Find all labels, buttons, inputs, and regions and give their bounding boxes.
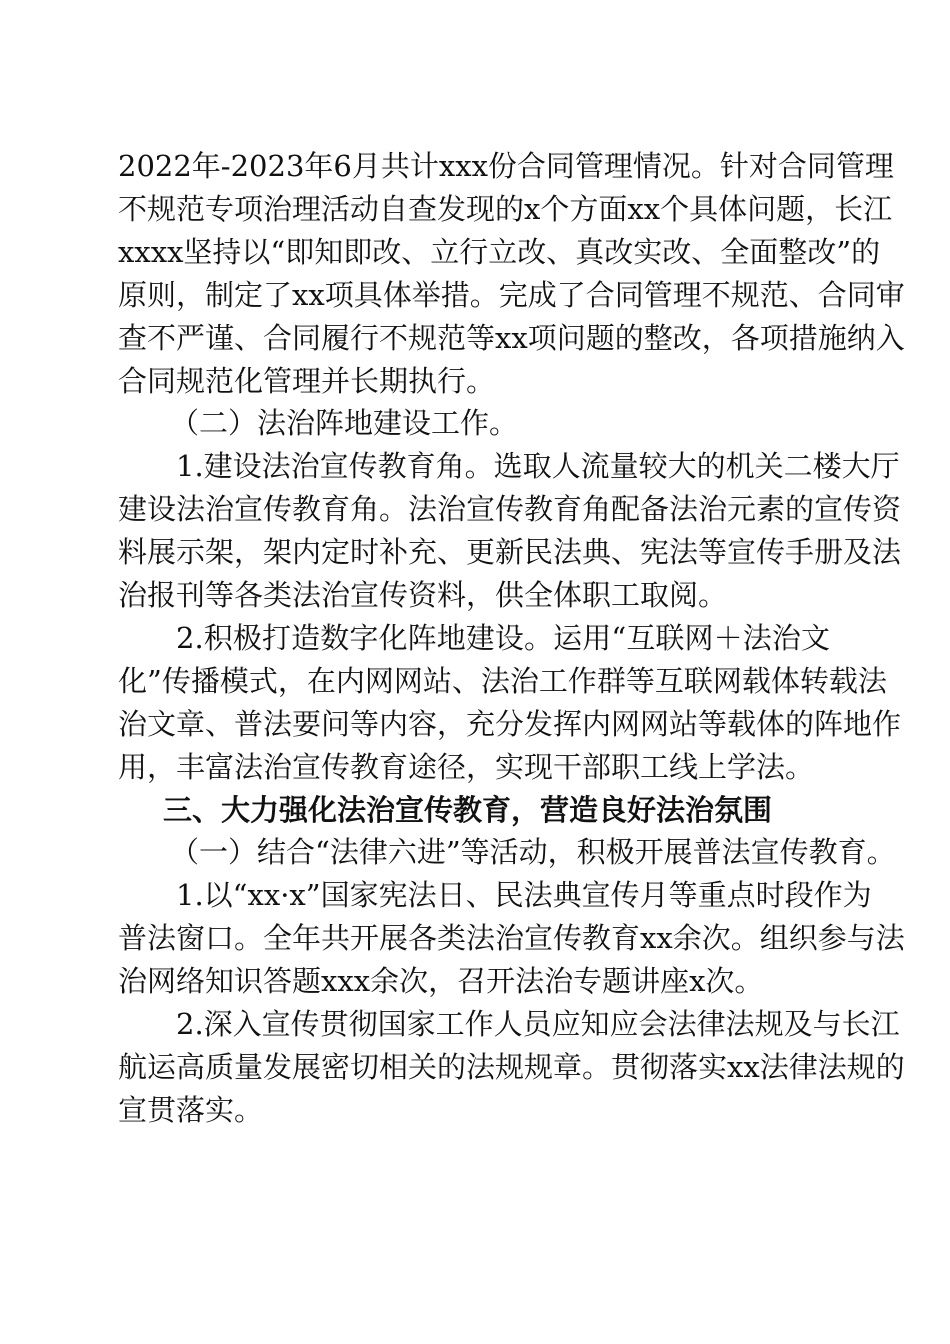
paragraph-line: 治网络知识答题xxx余次，召开法治专题讲座x次。 [118,964,764,999]
paragraph-line: 用，丰富法治宣传教育途径，实现干部职工线上学法。 [118,749,815,784]
paragraph-line: 合同规范化管理并长期执行。 [118,363,496,398]
paragraph-line: 料展示架，架内定时补充、更新民法典、宪法等宣传手册及法 [118,535,902,570]
paragraph-line: 1.建设法治宣传教育角。选取人流量较大的机关二楼大厅 [176,449,900,484]
paragraph-line: 2.积极打造数字化阵地建设。运用“互联网＋法治文 [176,620,830,655]
paragraph-line: 2.深入宣传贯彻国家工作人员应知应会法律法规及与长江 [176,1007,900,1041]
paragraph-line: 建设法治宣传教育角。法治宣传教育角配备法治元素的宣传资 [118,492,902,527]
paragraph-line: xxxx坚持以“即知即改、立行立改、真改实改、全面整改”的 [118,234,881,269]
paragraph-line: 治文章、普法要问等内容，充分发挥内网网站等载体的阵地作 [118,706,902,741]
subsection-heading: （二）法治阵地建设工作。 [170,406,519,441]
paragraph-line: 治报刊等各类法治宣传资料，供全体职工取阅。 [118,578,728,612]
paragraph-line: 不规范专项治理活动自查发现的x个方面xx个具体问题，长江 [118,191,893,226]
paragraph-line: 原则，制定了xx项具体举措。完成了合同管理不规范、合同审 [118,277,905,312]
paragraph-line: 2022年-2023年6月共计xxx份合同管理情况。针对合同管理 [118,149,894,183]
paragraph-line: 1.以“xx·x”国家宪法日、民法典宣传月等重点时段作为 [176,878,872,913]
section-heading: 三、大力强化法治宣传教育，营造良好法治氛围 [163,792,773,827]
paragraph-line: 查不严谨、合同履行不规范等xx项问题的整改，各项措施纳入 [118,320,905,355]
subsection-heading: （一）结合“法律六进”等活动，积极开展普法宣传教育。 [170,835,896,870]
paragraph-line: 航运高质量发展密切相关的法规规章。贯彻落实xx法律法规的 [118,1049,905,1084]
paragraph-line: 宣贯落实。 [118,1092,264,1127]
paragraph-line: 化”传播模式，在内网网站、法治工作群等互联网载体转载法 [118,663,887,698]
paragraph-line: 普法窗口。全年共开展各类法治宣传教育xx余次。组织参与法 [118,921,905,956]
